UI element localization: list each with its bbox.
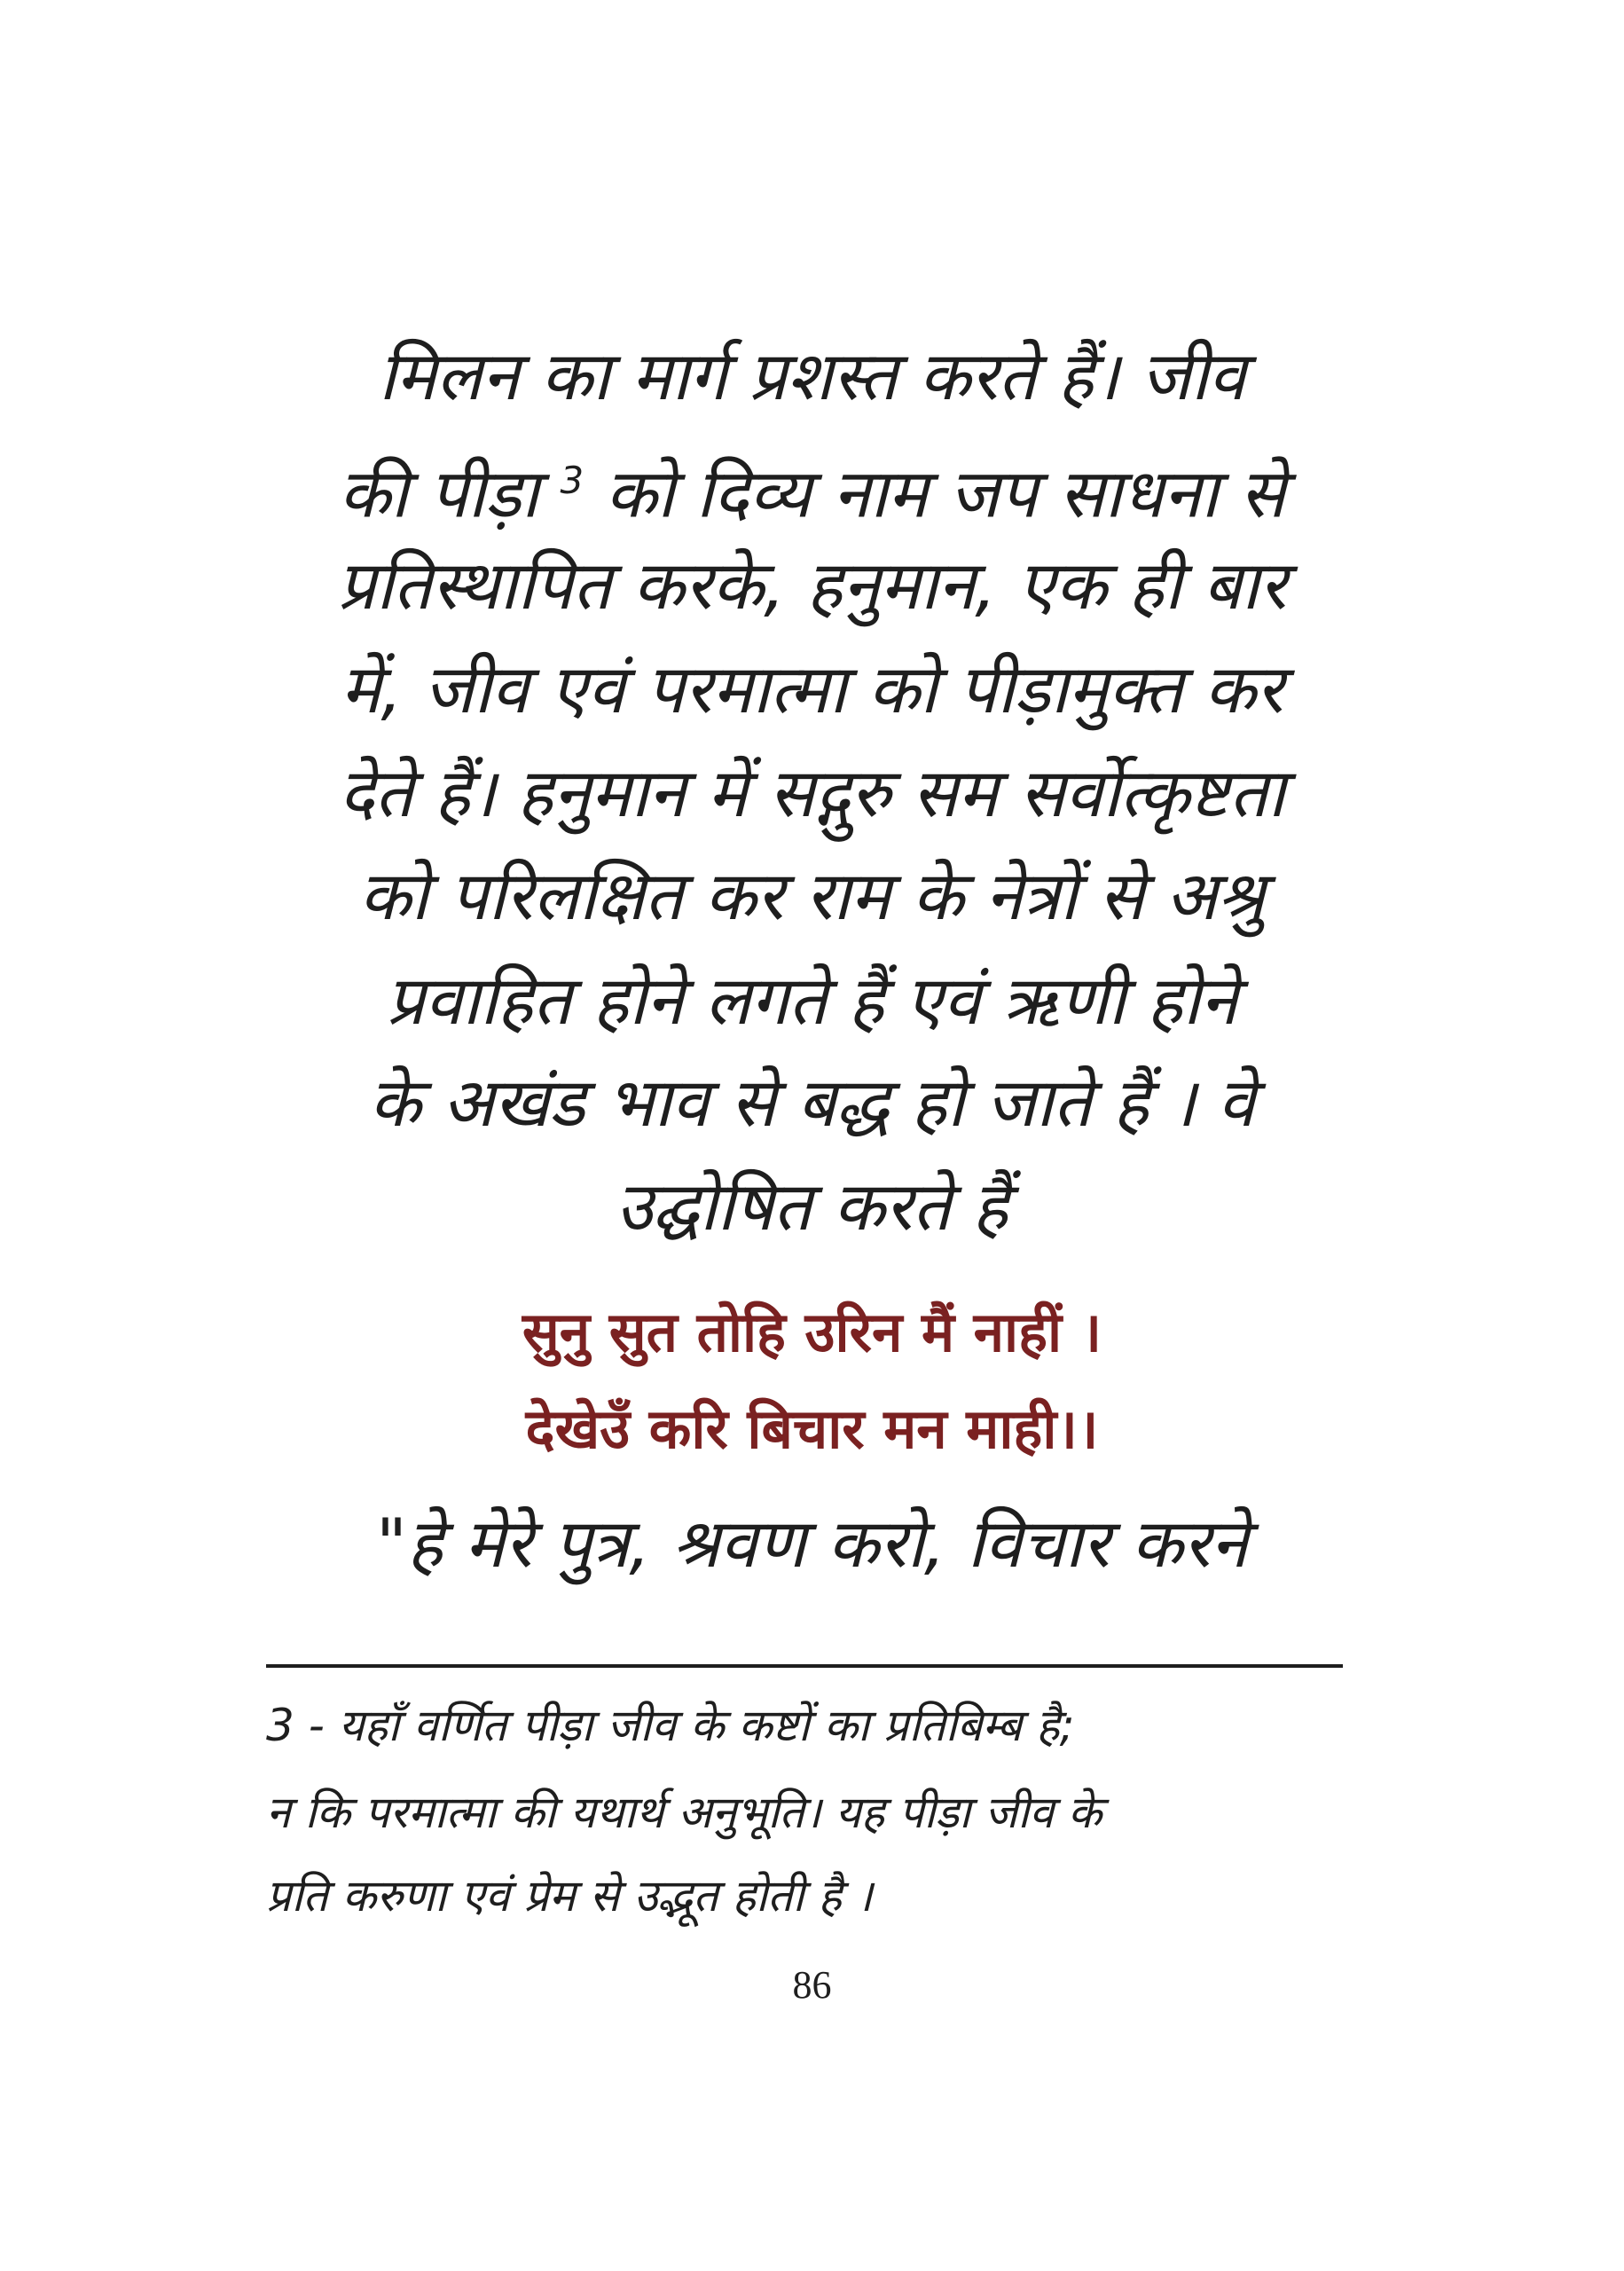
footnote-line: 3 - यहाँ वर्णित पीड़ा जीव के कष्टों का प्रतिबिम्ब है; [266,1700,1075,1751]
body-line-with-footnote-ref [0,436,1624,538]
footnote-divider [266,1664,1343,1668]
body-line: को परिलक्षित कर राम के नेत्रों से अश्रु [358,856,1266,935]
body-line: देते हैं। हनुमान में सद्गुरु सम सर्वोत्कृष्टता [339,753,1285,832]
body-line: प्रतिस्थापित करके, हनुमान, एक ही बार [337,546,1287,625]
verse-line: देखेउँ करि बिचार मन माही।। [525,1396,1099,1461]
body-line: उद्घोषित करते हैं [616,1167,1008,1246]
body-line: "हे मेरे पुत्र, श्रवण करो, विचार करने [376,1504,1248,1583]
body-text: को दिव्य नाम जप साधना से [605,453,1286,533]
footnote-line: प्रति करुणा एवं प्रेम से उद्भूत होती है । [266,1870,873,1921]
page-number: 86 [792,1963,832,2007]
body-line: के अखंड भाव से बद्ध हो जाते हैं । वे [369,1063,1255,1142]
footnote-reference[interactable]: 3 [560,459,584,502]
body-line: में, जीव एवं परमात्मा को पीड़ामुक्त कर [340,649,1284,728]
body-line: मिलन का मार्ग प्रशस्त करते हैं। जीव [378,336,1246,415]
verse-line: सुनु सुत तोहि उरिन मैं नाहीं । [522,1300,1102,1364]
body-text: की पीड़ा [338,453,539,533]
footnote-line: न कि परमात्मा की यथार्थ अनुभूति। यह पीड़ा जीव के [266,1787,1102,1838]
body-line: प्रवाहित होने लगते हैं एवं ऋणी होने [386,961,1238,1040]
